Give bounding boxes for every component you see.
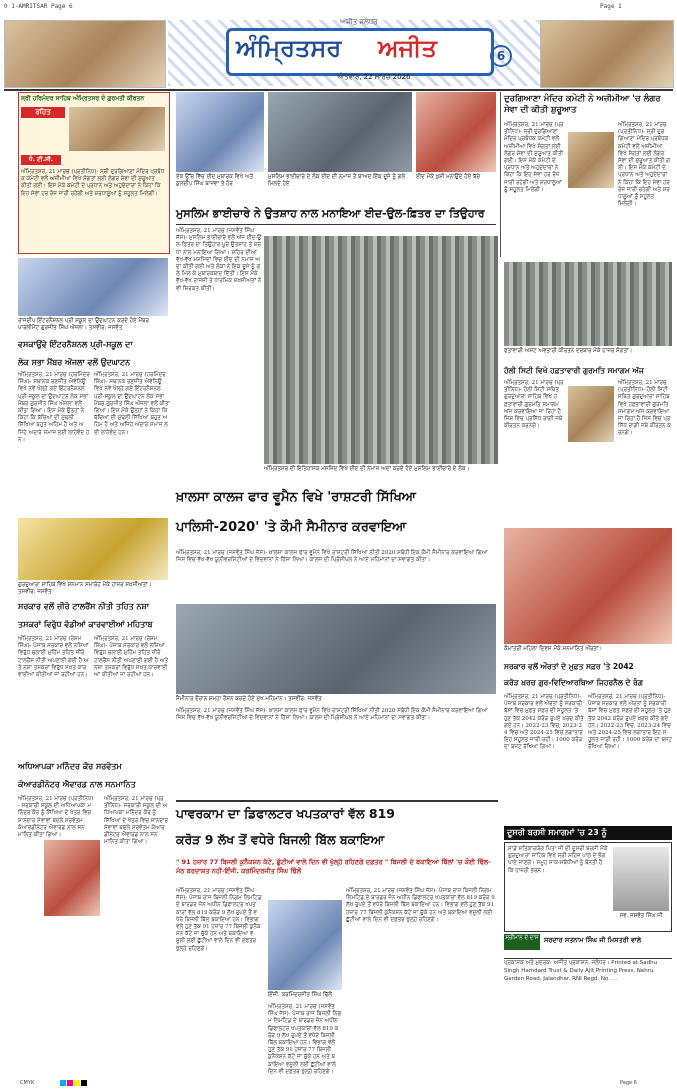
eid-rule <box>176 224 496 225</box>
barsi-body: ਸਾਡੇ ਸਤਿਕਾਰਯੋਗ ਪਿਤਾ ਜੀ ਦੀ ਦੂਸਰੀ ਬਰਸੀ ਮੌਕੇ ਗੁਰਦੁਆਰਾ ਸਾਹਿਬ ਵਿਖੇ ਸ੍ਰੀ ਸਹਿਜ ਪਾਠ ਦੇ ਭੋਗ ਪਾਏ ਜਾਣਗੇ। ਸਮੂਹ ਸਾਕ-ਸਬੰਧੀਆਂ ਨੂੰ ਬੇਨਤੀ ਹੈ ਕਿ ਹਾਜ਼ਰੀ ਭਰਨ। <box>508 846 608 874</box>
powercom-headline-1: ਪਾਵਰਕਾਮ ਦਾ ਡਿਫਾਲਟਰ ਖਪਤਕਾਰਾਂ ਵੱਲ 819 <box>176 806 395 821</box>
school-body-2: ਅੰਮ੍ਰਿਤਸਰ, 21 ਮਾਰਚ (ਹਰਮਿੰਦਰ ਸਿੰਘ)- ਸਥਾਨਕ ਰਣਜੀਤ ਐਵੇਨਿਊ ਵਿਖੇ ਨਵੇਂ ਖੋਲ੍ਹੇ ਗਏ ਇੰਟਰਨੈਸ਼ਨਲ ਪ੍ਰੀ-ਸਕੂਲ ਦਾ ਉਦਘਾਟਨ ਲੋਕ ਸਭਾ ਮੈਂਬਰ ਗੁਰਜੀਤ ਸਿੰਘ ਔਜਲਾ ਵਲੋਂ ਕੀਤਾ ਗਿਆ। ਇਸ ਮੌਕੇ ਉਨ੍ਹਾਂ ਨੇ ਕਿਹਾ ਕਿ ਬੱਚਿਆਂ ਦੀ ਮੁੱਢਲੀ ਸਿੱਖਿਆ ਬਹੁਤ ਅਹਿਮ ਹੈ ਅਤੇ ਅਜਿਹੇ ਅਦਾਰੇ ਸਮਾਜ ਲਈ ਲਾਹੇਵੰਦ ਹਨ। <box>94 372 170 436</box>
teacher-headline-2: ਕੋਆਰਡੀਨੇਟਰ ਐਵਾਰਡ ਨਾਲ ਸਨਮਾਨਿਤ <box>18 780 136 789</box>
barsi-title: ਦੂਸਰੀ ਬਰਸੀ ਸਮਾਗਮਾਂ 'ਚ 23 ਨੂੰ <box>504 826 672 840</box>
barsi-ad <box>504 842 672 932</box>
women-body-2: ਅੰਮ੍ਰਿਤਸਰ, 21 ਮਾਰਚ (ਪ੍ਰਤੀਨਿਧ)- ਪੰਜਾਬ ਸਰਕਾਰ ਵਲੋਂ ਔਰਤਾਂ ਨੂੰ ਸਰਕਾਰੀ ਬੱਸਾਂ ਵਿਚ ਮੁਫ਼ਤ ਸਫ਼ਰ ਦੀ ਸਹੂਲਤ 'ਤੇ ਹੁਣ ਤੱਕ 2042 ਕਰੋੜ ਰੁਪਏ ਖ਼ਰਚ ਕੀਤੇ ਗਏ ਹਨ। 2022-23 ਵਿਚ, 2023-24 ਵਿਚ ਅਤੇ 2024-25 ਵਿਚ ਲਗਾਤਾਰ ਇਹ ਸਹੂਲਤ ਜਾਰੀ ਰਹੀ। 1000 ਕਰੋੜ ਦਾ ਬਜਟ ਰੱਖਿਆ ਗਿਆ। <box>588 694 672 751</box>
powercom-subheadline: " 91 ਹਜ਼ਾਰ 77 ਬਿਜਲੀ ਕੁਨੈਕਸ਼ਨ ਕੱਟੇ, ਛੁੱਟੀਆਂ ਵਾਲੇ ਦਿਨ ਵੀ ਖੁੱਲ੍ਹੇ ਰਹਿਣਗੇ ਦਫ਼ਤਰ " ਬਿਜਲੀ ਦੇ ਬਕਾਇਆ ਬਿੱਲਾਂ 'ਚ ਕੋਈ ਢਿੱਲ-ਮੱਠ ਬਰਦਾਸ਼ਤ ਨਹੀਂ-ਇੰਜੀ. ਕਰਮਿੰਦਰਜੀਤ ਸਿੰਘ ਢਿੱਲੋਂ <box>176 858 491 875</box>
khalsa-body: ਅੰਮ੍ਰਿਤਸਰ, 21 ਮਾਰਚ (ਜਸਵੰਤ ਸਿੰਘ ਜੱਸ)- ਖ਼ਾਲਸਾ ਕਾਲਜ ਫਾਰ ਵੂਮੈਨ ਵਿਖੇ ਰਾਸ਼ਟਰੀ ਸਿੱਖਿਆ ਨੀਤੀ 2020 ਸਬੰਧੀ ਇਕ ਕੌਮੀ ਸੈਮੀਨਾਰ ਕਰਵਾਇਆ ਗਿਆ ਜਿਸ ਵਿਚ ਵੱਖ-ਵੱਖ ਯੂਨੀਵਰਸਿਟੀਆਂ ਦੇ ਵਿਦਵਾਨਾਂ ਨੇ ਹਿੱਸਾ ਲਿਆ। ਕਾਲਜ ਦੀ ਪ੍ਰਿੰਸੀਪਲ ਨੇ ਆਏ ਮਹਿਮਾਨਾਂ ਦਾ ਸਵਾਗਤ ਕੀਤਾ। <box>176 550 488 564</box>
khalsa-headline-1: ਖ਼ਾਲਸਾ ਕਾਲਜ ਫਾਰ ਵੂਮੈਨ ਵਿਖੇ 'ਰਾਸ਼ਟਰੀ ਸਿੱਖਿਆ <box>176 490 416 505</box>
eid-photo-2-caption: ਮੁਸਲਿਮ ਭਾਈਚਾਰੇ ਦੇ ਲੋਕ ਈਦ ਦੀ ਨਮਾਜ਼ ਤੋਂ ਬਾਅਦ ਇੱਕ ਦੂਜੇ ਨੂੰ ਗਲੇ ਮਿਲਦੇ ਹੋਏ <box>268 174 406 187</box>
women-photo-caption: ਕੌਮਾਂਤਰੀ ਮਹਿਲਾ ਦਿਵਸ ਮੌਕੇ ਸਨਮਾਨਿਤ ਔਰਤਾਂ। <box>504 646 603 652</box>
print-strip <box>0 0 677 14</box>
gurmat-ad-sublabel: ਧੰ. ਟੀ.ਸੀ. <box>21 155 61 165</box>
sarkar-headline-1: ਸਰਕਾਰ ਵਲੋਂ ਜ਼ੀਰੋ ਟਾਲਰੈਂਸ ਨੀਤੀ ਤਹਿਤ ਨਸ਼ਾ <box>18 602 150 611</box>
column-divider <box>500 92 501 257</box>
women-body: ਅੰਮ੍ਰਿਤਸਰ, 21 ਮਾਰਚ (ਪ੍ਰਤੀਨਿਧ)- ਪੰਜਾਬ ਸਰਕਾਰ ਵਲੋਂ ਔਰਤਾਂ ਨੂੰ ਸਰਕਾਰੀ ਬੱਸਾਂ ਵਿਚ ਮੁਫ਼ਤ ਸਫ਼ਰ ਦੀ ਸਹੂਲਤ 'ਤੇ ਹੁਣ ਤੱਕ 2042 ਕਰੋੜ ਰੁਪਏ ਖ਼ਰਚ ਕੀਤੇ ਗਏ ਹਨ। 2022-23 ਵਿਚ, 2023-24 ਵਿਚ ਅਤੇ 2024-25 ਵਿਚ ਲਗਾਤਾਰ ਇਹ ਸਹੂਲਤ ਜਾਰੀ ਰਹੀ। 1000 ਕਰੋੜ ਦਾ ਬਜਟ ਰੱਖਿਆ ਗਿਆ। <box>504 694 584 751</box>
khalsa-photo-caption: ਸੈਮੀਨਾਰ ਦੌਰਾਨ ਸ਼ਮ੍ਹਾ ਰੌਸ਼ਨ ਕਰਦੇ ਹੋਏ ਮੁੱਖ ਮਹਿਮਾਨ। ਤਸਵੀਰ: ਜਸਵੰਤ <box>176 696 322 702</box>
eid-photo-1-caption: ਏਕ ਉੱਚ ਵਿੱਚ ਈਦ ਮੁਬਾਰਕ ਵਿਖੇ ਅਤੇ ਕੁਲਦੀਪ ਸਿੰਘ ਬਾਜਵਾ ਤੇ ਹੋਰ <box>176 174 254 187</box>
teacher-body-2: ਅੰਮ੍ਰਿਤਸਰ, 21 ਮਾਰਚ (ਪ੍ਰਤੀਨਿਧ)- ਸਰਕਾਰੀ ਸਕੂਲ ਦੀ ਅਧਿਆਪਕਾ ਮਨਿੰਦਰ ਕੌਰ ਨੂੰ ਸਿੱਖਿਆ ਦੇ ਖੇਤਰ ਵਿਚ ਸ਼ਾਨਦਾਰ ਸੇਵਾਵਾਂ ਬਦਲੇ ਸਰਵੋਤਮ ਕੋਆਰਡੀਨੇਟਰ ਐਵਾਰਡ ਨਾਲ ਸਨਮਾਨਿਤ ਕੀਤਾ ਗਿਆ। <box>104 796 168 846</box>
print-footer-right: Page 6 <box>620 1080 637 1086</box>
powercom-body: ਅੰਮ੍ਰਿਤਸਰ, 21 ਮਾਰਚ (ਜਸਵੰਤ ਸਿੰਘ ਜੱਸ)- ਪੰਜਾਬ ਰਾਜ ਬਿਜਲੀ ਨਿਗਮ ਲਿਮਟਿਡ ਦੇ ਬਾਰਡਰ ਜ਼ੋਨ ਅਧੀਨ ਡਿਫਾਲਟਰ ਖਪਤਕਾਰਾਂ ਵੱਲ 819 ਕਰੋੜ 9 ਲੱਖ ਰੁਪਏ ਤੋਂ ਵਧੇਰੇ ਬਿਜਲੀ ਬਿੱਲ ਬਕਾਇਆ ਹਨ। ਵਿਭਾਗ ਵਲੋਂ ਹੁਣ ਤੱਕ 91 ਹਜ਼ਾਰ 77 ਬਿਜਲੀ ਕੁਨੈਕਸ਼ਨ ਕੱਟੇ ਜਾ ਚੁੱਕੇ ਹਨ ਅਤੇ ਬਕਾਇਆ ਵਸੂਲੀ ਲਈ ਛੁੱਟੀਆਂ ਵਾਲੇ ਦਿਨ ਵੀ ਦਫ਼ਤਰ ਖੁੱਲ੍ਹੇ ਰਹਿਣਗੇ। <box>176 888 262 952</box>
women-headline-2: ਕਰੋੜ ਖ਼ਰਚ ਗੁਰ-ਵਿਦਿਆਰਥਿਆ ਜਿਹਰਨੈਲ ਦੇ ਰੰਗ <box>504 678 643 687</box>
masthead-title-part2: ਅਜੀਤ <box>378 33 437 62</box>
women-headline-1: ਸਰਕਾਰ ਵਲੋਂ ਔਰਤਾਂ ਦੇ ਮੁਫ਼ਤ ਸਫ਼ਰ 'ਤੇ 2042 <box>504 662 634 671</box>
barsi-footer-name: ਸਰਦਾਰ ਸਤਨਾਮ ਸਿੰਘ ਜੀ ਮਿਸਤਰੀ ਵਾਲੇ <box>544 936 642 944</box>
eid-mosque-caption: ਅੰਮ੍ਰਿਤਸਰ ਦੀ ਇਤਿਹਾਸਕ ਮਸਜਿਦ ਵਿਖੇ ਈਦ ਦੀ ਨਮਾਜ਼ ਅਦਾ ਕਰਦੇ ਹੋਏ ਮੁਸਲਿਮ ਭਾਈਚਾਰੇ ਦੇ ਲੋਕ। <box>264 466 470 472</box>
teacher-headline-1: ਅਧਿਆਪਕਾ ਮਨਿੰਦਰ ਕੌਰ ਸਰਵੋਤਮ <box>18 762 122 771</box>
print-footer-left: CMYK <box>20 1080 35 1086</box>
masthead-date: ਐਤਵਾਰ, 22 ਮਾਰਚ 2026 <box>338 73 411 81</box>
women-photo <box>504 528 672 644</box>
school-photo <box>18 258 168 316</box>
powercom-body-2: ਅੰਮ੍ਰਿਤਸਰ, 21 ਮਾਰਚ (ਜਸਵੰਤ ਸਿੰਘ ਜੱਸ)- ਪੰਜਾਬ ਰਾਜ ਬਿਜਲੀ ਨਿਗਮ ਲਿਮਟਿਡ ਦੇ ਬਾਰਡਰ ਜ਼ੋਨ ਅਧੀਨ ਡਿਫਾਲਟਰ ਖਪਤਕਾਰਾਂ ਵੱਲ 819 ਕਰੋੜ 9 ਲੱਖ ਰੁਪਏ ਤੋਂ ਵਧੇਰੇ ਬਿਜਲੀ ਬਿੱਲ ਬਕਾਇਆ ਹਨ। ਵਿਭਾਗ ਵਲੋਂ ਹੁਣ ਤੱਕ 91 ਹਜ਼ਾਰ 77 ਬਿਜਲੀ ਕੁਨੈਕਸ਼ਨ ਕੱਟੇ ਜਾ ਚੁੱਕੇ ਹਨ ਅਤੇ ਬਕਾਇਆ ਵਸੂਲੀ ਲਈ ਛੁੱਟੀਆਂ ਵਾਲੇ ਦਿਨ ਵੀ ਦਫ਼ਤਰ ਖੁੱਲ੍ਹੇ ਰਹਿਣਗੇ। <box>268 1004 342 1075</box>
print-footer <box>0 1078 677 1089</box>
eid-photo-1 <box>176 92 264 172</box>
holi-headline: ਹੋਲੀ ਸਿਟੀ ਵਿਖੇ ਹਫ਼ਤਾਵਾਰੀ ਗੁਰਮਤਿ ਸਮਾਗਮ ਅੱਜ <box>504 366 644 375</box>
sarkar-headline-2: ਤਸਕਰਾਂ ਵਿਰੁੱਧ ਵੱਡੀਆਂ ਕਾਰਵਾਈਆਂ ਮਹਿਤਾਬ <box>18 620 153 629</box>
durgiana-headline: ਦੁਰਗਿਆਣਾ ਮੰਦਿਰ ਕਮੇਟੀ ਨੇ ਅਜ਼ੀਮੀਆ 'ਚ ਲੰਗਰ ਸੇਵਾ ਦੀ ਕੀਤੀ ਸ਼ੁਰੂਆਤ <box>504 94 661 115</box>
sarkar-body: ਅੰਮ੍ਰਿਤਸਰ, 21 ਮਾਰਚ (ਰੇਸ਼ਮ ਸਿੰਘ)- ਪੰਜਾਬ ਸਰਕਾਰ ਵਲੋਂ ਨਸ਼ਿਆਂ ਵਿਰੁੱਧ ਚਲਾਈ ਮੁਹਿੰਮ ਤਹਿਤ ਜ਼ੀਰੋ ਟਾਲਰੈਂਸ ਨੀਤੀ ਅਪਣਾਈ ਗਈ ਹੈ ਅਤੇ ਨਸ਼ਾ ਤਸਕਰਾਂ ਵਿਰੁੱਧ ਸਖ਼ਤ ਕਾਰਵਾਈਆਂ ਕੀਤੀਆਂ ਜਾ ਰਹੀਆਂ ਹਨ। <box>18 636 89 679</box>
durgiana-body-2: ਅੰਮ੍ਰਿਤਸਰ, 21 ਮਾਰਚ (ਪ੍ਰਤੀਨਿਧ)- ਸ੍ਰੀ ਦੁਰਗਿਆਣਾ ਮੰਦਿਰ ਪ੍ਰਬੰਧਕ ਕਮੇਟੀ ਵਲੋਂ ਅਜ਼ੀਮੀਆ ਵਿਖੇ ਸੰਗਤਾਂ ਲਈ ਲੰਗਰ ਸੇਵਾ ਦੀ ਸ਼ੁਰੂਆਤ ਕੀਤੀ ਗਈ। ਇਸ ਮੌਕੇ ਕਮੇਟੀ ਦੇ ਪ੍ਰਧਾਨ ਅਤੇ ਅਹੁਦੇਦਾਰਾਂ ਨੇ ਕਿਹਾ ਕਿ ਇਹ ਸੇਵਾ ਹਰ ਰੋਜ਼ ਜਾਰੀ ਰਹੇਗੀ ਅਤੇ ਸ਼ਰਧਾਲੂਆਂ ਨੂੰ ਸਹੂਲਤ ਮਿਲੇਗੀ। <box>618 122 670 208</box>
cmyk-swatches <box>60 1080 88 1087</box>
print-strip-right: Page 1 <box>600 3 622 10</box>
powercom-portrait <box>268 900 342 990</box>
teacher-body: ਅੰਮ੍ਰਿਤਸਰ, 21 ਮਾਰਚ (ਪ੍ਰਤੀਨਿਧ)- ਸਰਕਾਰੀ ਸਕੂਲ ਦੀ ਅਧਿਆਪਕਾ ਮਨਿੰਦਰ ਕੌਰ ਨੂੰ ਸਿੱਖਿਆ ਦੇ ਖੇਤਰ ਵਿਚ ਸ਼ਾਨਦਾਰ ਸੇਵਾਵਾਂ ਬਦਲੇ ਸਰਵੋਤਮ ਕੋਆਰਡੀਨੇਟਰ ਐਵਾਰਡ ਨਾਲ ਸਨਮਾਨਿਤ ਕੀਤਾ ਗਿਆ। <box>18 796 94 839</box>
teacher-portrait <box>44 840 100 916</box>
gurmat-ad <box>18 92 170 254</box>
eid-mosque-photo <box>264 236 498 464</box>
barsi-portrait <box>613 847 669 911</box>
sarkar-photo <box>18 518 168 580</box>
khalsa-headline-2: ਪਾਲਿਸੀ-2020' 'ਤੇ ਕੌਮੀ ਸੈਮੀਨਾਰ ਕਰਵਾਇਆ <box>176 520 407 535</box>
eid-photo-3 <box>416 92 496 172</box>
khalsa-body-2: ਅੰਮ੍ਰਿਤਸਰ, 21 ਮਾਰਚ (ਜਸਵੰਤ ਸਿੰਘ ਜੱਸ)- ਖ਼ਾਲਸਾ ਕਾਲਜ ਫਾਰ ਵੂਮੈਨ ਵਿਖੇ ਰਾਸ਼ਟਰੀ ਸਿੱਖਿਆ ਨੀਤੀ 2020 ਸਬੰਧੀ ਇਕ ਕੌਮੀ ਸੈਮੀਨਾਰ ਕਰਵਾਇਆ ਗਿਆ ਜਿਸ ਵਿਚ ਵੱਖ-ਵੱਖ ਯੂਨੀਵਰਸਿਟੀਆਂ ਦੇ ਵਿਦਵਾਨਾਂ ਨੇ ਹਿੱਸਾ ਲਿਆ। ਕਾਲਜ ਦੀ ਪ੍ਰਿੰਸੀਪਲ ਨੇ ਆਏ ਮਹਿਮਾਨਾਂ ਦਾ ਸਵਾਗਤ ਕੀਤਾ। <box>176 708 488 722</box>
school-body: ਅੰਮ੍ਰਿਤਸਰ, 21 ਮਾਰਚ (ਹਰਮਿੰਦਰ ਸਿੰਘ)- ਸਥਾਨਕ ਰਣਜੀਤ ਐਵੇਨਿਊ ਵਿਖੇ ਨਵੇਂ ਖੋਲ੍ਹੇ ਗਏ ਇੰਟਰਨੈਸ਼ਨਲ ਪ੍ਰੀ-ਸਕੂਲ ਦਾ ਉਦਘਾਟਨ ਲੋਕ ਸਭਾ ਮੈਂਬਰ ਗੁਰਜੀਤ ਸਿੰਘ ਔਜਲਾ ਵਲੋਂ ਕੀਤਾ ਗਿਆ। ਇਸ ਮੌਕੇ ਉਨ੍ਹਾਂ ਨੇ ਕਿਹਾ ਕਿ ਬੱਚਿਆਂ ਦੀ ਮੁੱਢਲੀ ਸਿੱਖਿਆ ਬਹੁਤ ਅਹਿਮ ਹੈ ਅਤੇ ਅਜਿਹੇ ਅਦਾਰੇ ਸਮਾਜ ਲਈ ਲਾਹੇਵੰਦ ਹਨ। <box>18 372 90 443</box>
page-number: 6 <box>490 45 512 67</box>
heritage-building-image <box>540 20 674 88</box>
gurmat-ad-image <box>69 107 165 151</box>
print-strip-left: 0 1-AMRITSAR Page 6 <box>4 3 73 10</box>
eid-photo-3-caption: ਈਦ ਮੌਕੇ ਖੁਸ਼ੀ ਮਨਾਉਂਦੇ ਹੋਏ ਬੱਚੇ <box>416 174 481 180</box>
holi-photo <box>504 262 672 346</box>
powercom-photo-caption: ਇੰਜੀ. ਕਰਮਿੰਦਰਜੀਤ ਸਿੰਘ ਢਿੱਲੋਂ <box>268 992 332 998</box>
masthead-supertitle: ਅਜੀਤ ਜਲੰਧਰ <box>340 18 378 26</box>
eid-body: ਅੰਮ੍ਰਿਤਸਰ, 21 ਮਾਰਚ (ਜਸਵੰਤ ਸਿੰਘ ਜੱਸ)- ਮੁਸਲਿਮ ਭਾਈਚਾਰੇ ਵਲੋਂ ਅੱਜ ਈਦ-ਉਲ-ਫ਼ਿਤਰ ਦਾ ਤਿਉਹਾਰ ਪੂਰੇ ਉਤਸ਼ਾਹ ਤੇ ਸ਼ਰਧਾ ਨਾਲ ਮਨਾਇਆ ਗਿਆ। ਸ਼ਹਿਰ ਦੀਆਂ ਵੱਖ-ਵੱਖ ਮਸਜਿਦਾਂ ਵਿਚ ਈਦ ਦੀ ਨਮਾਜ਼ ਅਦਾ ਕੀਤੀ ਗਈ ਅਤੇ ਲੋਕਾਂ ਨੇ ਇਕ ਦੂਜੇ ਨੂੰ ਗਲੇ ਮਿਲ ਕੇ ਮੁਬਾਰਕਬਾਦ ਦਿੱਤੀ। ਇਸ ਮੌਕੇ ਵੱਖ-ਵੱਖ ਰਾਜਸੀ ਤੇ ਧਾਰਮਿਕ ਸ਼ਖ਼ਸੀਅਤਾਂ ਨੇ ਵੀ ਸ਼ਿਰਕਤ ਕੀਤੀ। <box>176 228 262 292</box>
sarkar-photo-caption: ਗੁਰਦੁਆਰਾ ਸਾਹਿਬ ਵਿਖੇ ਸਨਮਾਨ ਸਮਾਰੋਹ ਮੌਕੇ ਹਾਜ਼ਰ ਸ਼ਖ਼ਸੀਅਤਾਂ। ਤਸਵੀਰ: ਜਸਵੰਤ <box>18 582 152 595</box>
holi-body: ਅੰਮ੍ਰਿਤਸਰ, 21 ਮਾਰਚ (ਪ੍ਰਤੀਨਿਧ)- ਹੋਲੀ ਸਿਟੀ ਸਥਿਤ ਗੁਰਦੁਆਰਾ ਸਾਹਿਬ ਵਿਖੇ ਹਫ਼ਤਾਵਾਰੀ ਗੁਰਮਤਿ ਸਮਾਗਮ ਅੱਜ ਕਰਵਾਇਆ ਜਾ ਰਿਹਾ ਹੈ ਜਿਸ ਵਿਚ ਪ੍ਰਸਿੱਧ ਰਾਗੀ ਜਥੇ ਕੀਰਤਨ ਕਰਨਗੇ। <box>504 380 564 430</box>
eid-photo-2 <box>268 92 412 172</box>
powercom-rule <box>176 800 498 802</box>
imprint: ਪ੍ਰਕਾਸ਼ਕ ਅਤੇ ਮੁਦਰਕ: ਅਜੀਤ ਪ੍ਰਕਾਸ਼ਨ, ਜਲੰਧਰ। Printed at Sadhu Singh Hamdard Trust & Daily Ajit Printing Press, Nehru Garden Road, Jalandhar. RNI Regd. No. ... <box>504 958 672 1069</box>
sarkar-body-2: ਅੰਮ੍ਰਿਤਸਰ, 21 ਮਾਰਚ (ਰੇਸ਼ਮ ਸਿੰਘ)- ਪੰਜਾਬ ਸਰਕਾਰ ਵਲੋਂ ਨਸ਼ਿਆਂ ਵਿਰੁੱਧ ਚਲਾਈ ਮੁਹਿੰਮ ਤਹਿਤ ਜ਼ੀਰੋ ਟਾਲਰੈਂਸ ਨੀਤੀ ਅਪਣਾਈ ਗਈ ਹੈ ਅਤੇ ਨਸ਼ਾ ਤਸਕਰਾਂ ਵਿਰੁੱਧ ਸਖ਼ਤ ਕਾਰਵਾਈਆਂ ਕੀਤੀਆਂ ਜਾ ਰਹੀਆਂ ਹਨ। <box>94 636 168 679</box>
durgiana-body: ਅੰਮ੍ਰਿਤਸਰ, 21 ਮਾਰਚ (ਪ੍ਰਤੀਨਿਧ)- ਸ੍ਰੀ ਦੁਰਗਿਆਣਾ ਮੰਦਿਰ ਪ੍ਰਬੰਧਕ ਕਮੇਟੀ ਵਲੋਂ ਅਜ਼ੀਮੀਆ ਵਿਖੇ ਸੰਗਤਾਂ ਲਈ ਲੰਗਰ ਸੇਵਾ ਦੀ ਸ਼ੁਰੂਆਤ ਕੀਤੀ ਗਈ। ਇਸ ਮੌਕੇ ਕਮੇਟੀ ਦੇ ਪ੍ਰਧਾਨ ਅਤੇ ਅਹੁਦੇਦਾਰਾਂ ਨੇ ਕਿਹਾ ਕਿ ਇਹ ਸੇਵਾ ਹਰ ਰੋਜ਼ ਜਾਰੀ ਰਹੇਗੀ ਅਤੇ ਸ਼ਰਧਾਲੂਆਂ ਨੂੰ ਸਹੂਲਤ ਮਿਲੇਗੀ। <box>504 122 564 193</box>
barsi-portrait-caption: ਸਵ. ਜਸਵੰਤ ਸਿੰਘ ਜੀ <box>619 913 663 919</box>
holi-portrait <box>568 386 614 442</box>
masthead-title-part1: ਅੰਮ੍ਰਿਤਸਰ <box>236 33 342 62</box>
gurmat-ad-body: ਅੰਮ੍ਰਿਤਸਰ, 21 ਮਾਰਚ (ਪ੍ਰਤੀਨਿਧ)- ਸ੍ਰੀ ਦੁਰਗਿਆਣਾ ਮੰਦਿਰ ਪ੍ਰਬੰਧਕ ਕਮੇਟੀ ਵਲੋਂ ਅਜ਼ੀਮੀਆ ਵਿਖੇ ਸੰਗਤਾਂ ਲਈ ਲੰਗਰ ਸੇਵਾ ਦੀ ਸ਼ੁਰੂਆਤ ਕੀਤੀ ਗਈ। ਇਸ ਮੌਕੇ ਕਮੇਟੀ ਦੇ ਪ੍ਰਧਾਨ ਅਤੇ ਅਹੁਦੇਦਾਰਾਂ ਨੇ ਕਿਹਾ ਕਿ ਇਹ ਸੇਵਾ ਹਰ ਰੋਜ਼ ਜਾਰੀ ਰਹੇਗੀ ਅਤੇ ਸ਼ਰਧਾਲੂਆਂ ਨੂੰ ਸਹੂਲਤ ਮਿਲੇਗੀ। <box>21 169 165 197</box>
black-swatch <box>81 1080 87 1086</box>
barsi-footer-label: ਸ੍ਰੀਮਾਨ ਦੇ ਦਾਸ <box>504 934 540 950</box>
powercom-headline-2: ਕਰੋੜ 9 ਲੱਖ ਤੋਂ ਵਧੇਰੇ ਬਿਜਲੀ ਬਿੱਲ ਬਕਾਇਆ <box>176 832 385 847</box>
masthead-rule <box>4 89 673 91</box>
durgiana-portrait <box>568 132 614 188</box>
school-photo-caption: ਰਾਜਦੀਪ ਇੰਟਰਨੈਸ਼ਨਲ ਪ੍ਰੀ ਸਕੂਲ ਦਾ ਉਦਘਾਟਨ ਕਰਦੇ ਹੋਏ ਮੈਂਬਰ ਪਾਰਲੀਮੈਂਟ ਗੁਰਜੀਤ ਸਿੰਘ ਔਜਲਾ। ਤਸਵੀਰ: ਜਸਵੰਤ <box>18 318 149 331</box>
khalsa-seminar-photo <box>176 604 496 694</box>
gurmat-ad-title: ਸ੍ਰੀ ਹਰਿਮੰਦਰ ਸਾਹਿਬ ਅੰਮ੍ਰਿਤਸਰ ਦੇ ਗੁਰਮਤੀ ਕੀਰਤਨ <box>21 95 145 102</box>
cyan-swatch <box>60 1080 66 1086</box>
golden-temple-image <box>4 20 166 88</box>
school-headline-1: ਵਸਕਾਉਂਵੇ ਇੰਟਰਨੈਸ਼ਨਲ ਪ੍ਰੀ-ਸਕੂਲ ਦਾ <box>18 340 133 349</box>
eid-headline: ਮੁਸਲਿਮ ਭਾਈਚਾਰੇ ਨੇ ਉਤਸ਼ਾਹ ਨਾਲ ਮਨਾਇਆ ਈਦ-ਉਲ-ਫ਼ਿਤਰ ਦਾ ਤਿਉਹਾਰ <box>176 207 485 220</box>
holi-body-2: ਅੰਮ੍ਰਿਤਸਰ, 21 ਮਾਰਚ (ਪ੍ਰਤੀਨਿਧ)- ਹੋਲੀ ਸਿਟੀ ਸਥਿਤ ਗੁਰਦੁਆਰਾ ਸਾਹਿਬ ਵਿਖੇ ਹਫ਼ਤਾਵਾਰੀ ਗੁਰਮਤਿ ਸਮਾਗਮ ਅੱਜ ਕਰਵਾਇਆ ਜਾ ਰਿਹਾ ਹੈ ਜਿਸ ਵਿਚ ਪ੍ਰਸਿੱਧ ਰਾਗੀ ਜਥੇ ਕੀਰਤਨ ਕਰਨਗੇ। <box>618 380 671 437</box>
school-headline-2: ਲੋਕ ਸਭਾ ਮੈਂਬਰ ਔਜਲਾ ਵਲੋਂ ਉਦਘਾਟਨ <box>18 358 131 367</box>
yellow-swatch <box>74 1080 80 1086</box>
magenta-swatch <box>67 1080 73 1086</box>
holi-photo-caption: ਫਤਾਵਾੜੀ ਅਸ਼ਟ ਅਵਤਾਰੀ ਕੀਰਤਨ ਦਰਬਾਰ ਮੌਕੇ ਹਾਜ਼ਰ ਸੰਗਤਾਂ। <box>504 348 633 354</box>
powercom-body-3: ਅੰਮ੍ਰਿਤਸਰ, 21 ਮਾਰਚ (ਜਸਵੰਤ ਸਿੰਘ ਜੱਸ)- ਪੰਜਾਬ ਰਾਜ ਬਿਜਲੀ ਨਿਗਮ ਲਿਮਟਿਡ ਦੇ ਬਾਰਡਰ ਜ਼ੋਨ ਅਧੀਨ ਡਿਫਾਲਟਰ ਖਪਤਕਾਰਾਂ ਵੱਲ 819 ਕਰੋੜ 9 ਲੱਖ ਰੁਪਏ ਤੋਂ ਵਧੇਰੇ ਬਿਜਲੀ ਬਿੱਲ ਬਕਾਇਆ ਹਨ। ਵਿਭਾਗ ਵਲੋਂ ਹੁਣ ਤੱਕ 91 ਹਜ਼ਾਰ 77 ਬਿਜਲੀ ਕੁਨੈਕਸ਼ਨ ਕੱਟੇ ਜਾ ਚੁੱਕੇ ਹਨ ਅਤੇ ਬਕਾਇਆ ਵਸੂਲੀ ਲਈ ਛੁੱਟੀਆਂ ਵਾਲੇ ਦਿਨ ਵੀ ਦਫ਼ਤਰ ਖੁੱਲ੍ਹੇ ਰਹਿਣਗੇ। <box>346 888 495 923</box>
gurmat-ad-label: ਰਹਿਤ <box>21 107 65 118</box>
